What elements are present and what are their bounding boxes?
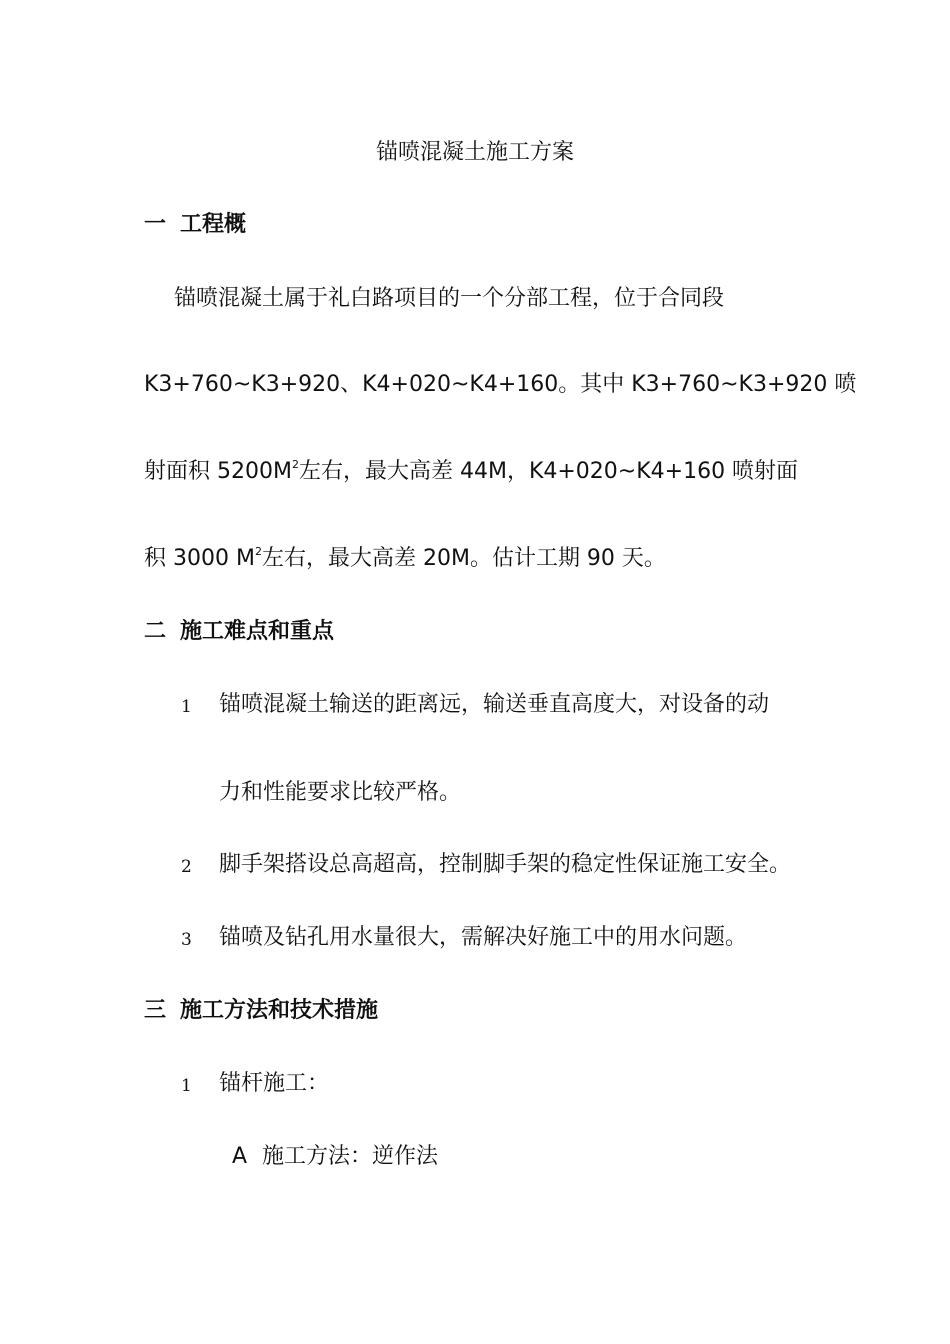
document-title: 锚喷混凝土施工方案: [375, 140, 574, 165]
superscript: 2: [254, 545, 262, 558]
paragraph-line: [144, 544, 666, 574]
section-title: 工程概: [180, 212, 247, 237]
list-item-text: 锚杆施工：: [219, 1071, 330, 1096]
list-item-number: 1: [181, 697, 192, 717]
paragraph-line: [144, 457, 798, 487]
list-item-text: 锚喷及钻孔用水量很大，需解决好施工中的用水问题。: [219, 925, 748, 950]
list-item-text: 脚手架搭设总高超高，控制脚手架的稳定性保证施工安全。: [219, 852, 792, 877]
text-run: 左右，最大高差 20M。估计工期 90 天。: [261, 546, 666, 571]
section-heading-3: [144, 996, 378, 1026]
section-number: 三: [144, 998, 167, 1023]
list-item-number: 1: [181, 1076, 192, 1096]
section-heading-2: [144, 617, 334, 647]
list-item-number: 3: [181, 930, 192, 950]
sub-list-item: [232, 1142, 438, 1172]
section-title: 施工方法和技术措施: [180, 998, 379, 1023]
section-number: 二: [144, 619, 167, 644]
list-item-text: 锚喷混凝土输送的距离远，输送垂直高度大，对设备的动: [219, 692, 770, 717]
section-title: 施工难点和重点: [180, 619, 335, 644]
list-item-number: 2: [181, 857, 192, 877]
text-run: 射面积 5200M: [144, 459, 292, 484]
text-run: 积 3000 M: [144, 546, 255, 571]
section-number: 一: [144, 212, 167, 237]
section-heading-1: [144, 210, 246, 240]
superscript: 2: [291, 458, 299, 471]
sub-item-letter: A: [232, 1144, 248, 1169]
paragraph-line: K3+760~K3+920、K4+020~K4+160。其中 K3+760~K3+920 喷: [144, 372, 857, 397]
text-run: 左右，最大高差 44M，K4+020~K4+160 喷射面: [298, 459, 799, 484]
list-item-text: 力和性能要求比较严格。: [219, 780, 462, 805]
paragraph-line: 锚喷混凝土属于礼白路项目的一个分部工程，位于合同段: [174, 286, 725, 311]
sub-item-text: 施工方法：逆作法: [262, 1144, 439, 1169]
